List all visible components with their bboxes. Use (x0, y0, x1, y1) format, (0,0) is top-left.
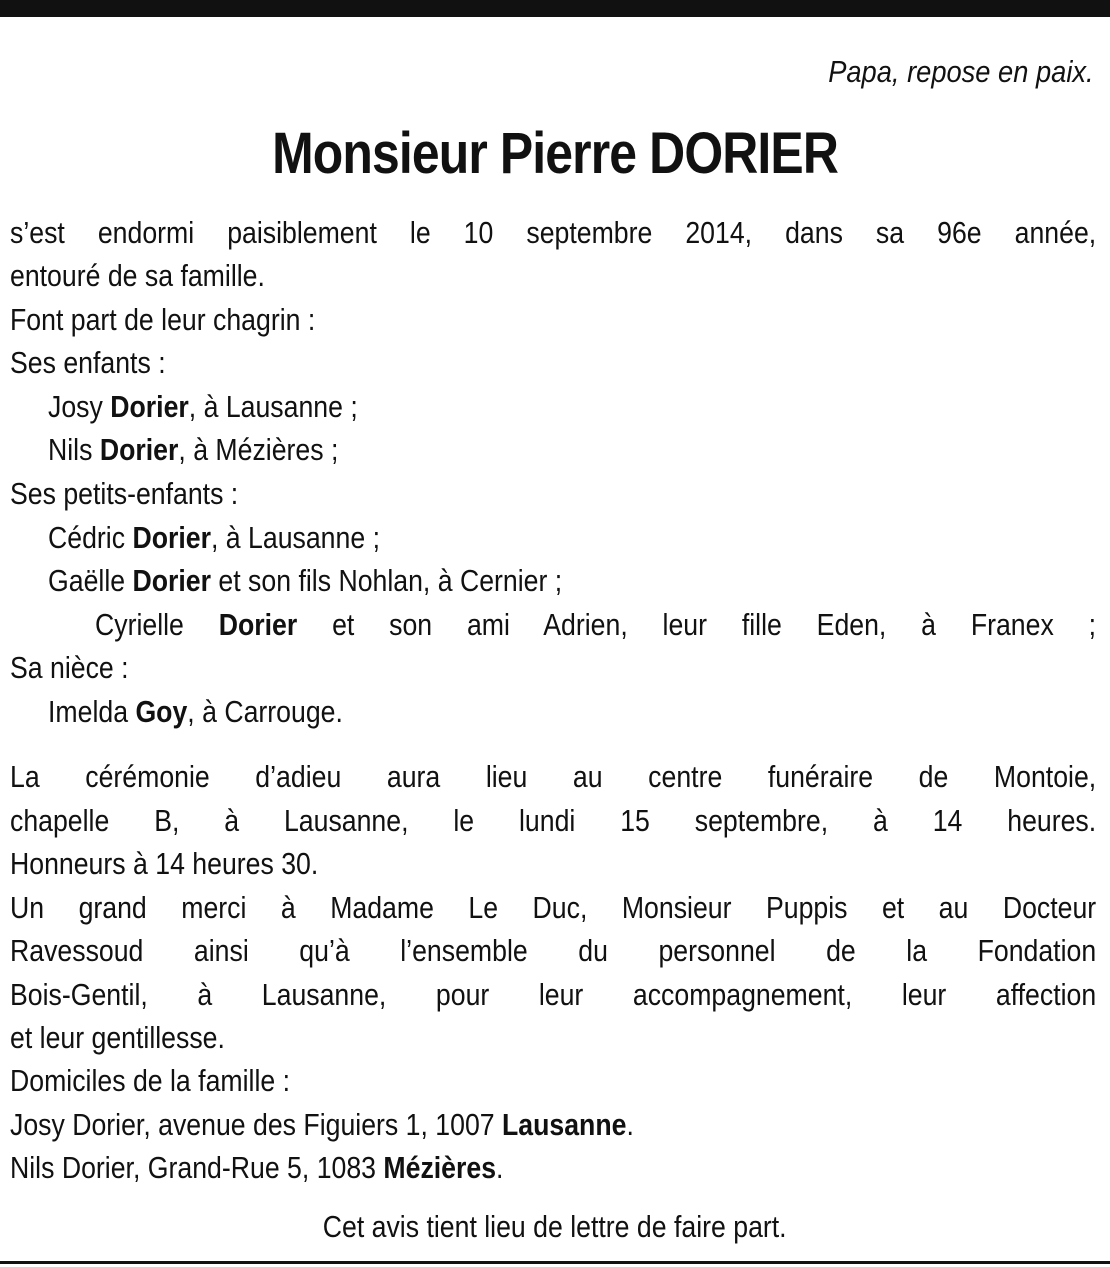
domiciles-heading-text: Domiciles de la famille : (10, 1063, 291, 1098)
grandchild-first-name: Gaëlle (48, 563, 126, 598)
ceremony-text-3: Honneurs à 14 heures 30. (10, 846, 319, 881)
domicile-address: Nils Dorier, Grand-Rue 5, 1083 (10, 1150, 384, 1185)
domicile-end: . (496, 1150, 504, 1185)
intro-text-2: entouré de sa famille. (10, 258, 265, 293)
domiciles-heading (10, 1059, 1096, 1102)
child-last-name: Dorier (99, 432, 179, 467)
thanks-text-3: Bois-Gentil, à Lausanne, pour leur accompagnement, leur affection (10, 977, 1097, 1012)
child-first-name: Josy (48, 389, 103, 424)
domicile-entry (10, 1103, 1096, 1146)
thanks-text-1: Un grand merci à Madame Le Duc, Monsieur Puppis et au Docteur (10, 890, 1097, 925)
child-first-name: Nils (48, 432, 93, 467)
grandchild-details: et son ami Adrien, leur fille Eden, à Franex ; (297, 607, 1097, 642)
domicile-address: Josy Dorier, avenue des Figuiers 1, 1007 (10, 1107, 503, 1142)
grandchild-last-name: Dorier (132, 520, 211, 555)
thanks-text-4: et leur gentillesse. (10, 1020, 225, 1055)
ceremony-line-2 (10, 799, 1096, 842)
footer-notice (0, 1205, 1110, 1248)
grandchild-first-name: Cyrielle (95, 607, 184, 642)
grandchild-entry (95, 603, 1096, 646)
ceremony-line-3 (10, 842, 1096, 885)
thanks-text-2: Ravessoud ainsi qu’à l’ensemble du personnel de la Fondation (10, 933, 1097, 968)
grandchildren-heading-text: Ses petits-enfants : (10, 476, 239, 511)
deceased-name-title (0, 120, 1110, 187)
child-entry (48, 385, 1096, 428)
epigraph: Papa, repose en paix. (828, 54, 1094, 89)
children-heading-text: Ses enfants : (10, 345, 166, 380)
child-location: , à Lausanne ; (188, 389, 358, 424)
intro-line-1 (10, 211, 1096, 254)
thanks-line-3 (10, 973, 1096, 1016)
thanks-line-4 (10, 1016, 1096, 1059)
domicile-entry (10, 1146, 1096, 1189)
grandchild-details: et son fils Nohlan, à Cernier ; (211, 563, 563, 598)
grandchild-details: , à Lausanne ; (210, 520, 380, 555)
grandchild-entry (48, 516, 1096, 559)
grandchild-entry (48, 559, 1096, 602)
grandchildren-heading (10, 472, 1096, 515)
niece-heading (10, 646, 1096, 689)
child-location: , à Mézières ; (178, 432, 339, 467)
niece-first-name: Imelda (48, 694, 129, 729)
ceremony-text-1: La cérémonie d’adieu aura lieu au centre funéraire de Montoie, (10, 759, 1097, 794)
ceremony-text-2: chapelle B, à Lausanne, le lundi 15 septembre, à 14 heures. (10, 803, 1097, 838)
title-text: Monsieur Pierre DORIER (272, 121, 838, 186)
footer-text: Cet avis tient lieu de lettre de faire part. (323, 1209, 787, 1244)
niece-last-name: Goy (135, 694, 188, 729)
domicile-city: Lausanne (502, 1107, 627, 1142)
children-heading (10, 341, 1096, 384)
thanks-line-2 (10, 929, 1096, 972)
intro-text-3: Font part de leur chagrin : (10, 302, 316, 337)
grandchild-first-name: Cédric (48, 520, 126, 555)
grandchild-last-name: Dorier (132, 563, 212, 598)
intro-text-1: s’est endormi paisiblement le 10 septembre 2014, dans sa 96e année, (10, 215, 1097, 250)
ceremony-line-1 (10, 755, 1096, 798)
intro-line-2 (10, 254, 1096, 297)
intro-line-3 (10, 298, 1096, 341)
domicile-city: Mézières (383, 1150, 497, 1185)
niece-heading-text: Sa nièce : (10, 650, 129, 685)
child-entry (48, 428, 1096, 471)
grandchild-last-name: Dorier (218, 607, 298, 642)
child-last-name: Dorier (110, 389, 189, 424)
bottom-border-rule (0, 1261, 1110, 1264)
domicile-end: . (626, 1107, 634, 1142)
niece-location: , à Carrouge. (187, 694, 343, 729)
top-border-rule (0, 0, 1110, 17)
niece-entry (48, 690, 1096, 733)
thanks-line-1 (10, 886, 1096, 929)
